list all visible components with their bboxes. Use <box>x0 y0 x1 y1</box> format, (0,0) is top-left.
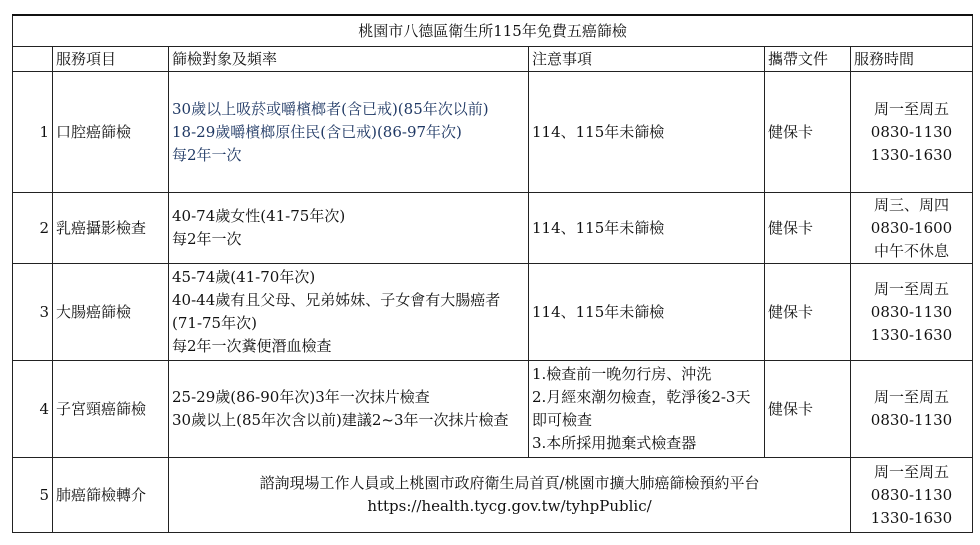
hours-line: 周一至周五 <box>874 388 950 406</box>
notes-cell <box>529 264 765 361</box>
note-line: 2.月經來潮勿檢查，乾淨後2-3天即可檢查 <box>532 388 751 429</box>
hours-cell <box>851 72 973 193</box>
table-title: 桃園市八德區衛生所115年免費五癌篩檢 <box>13 15 973 47</box>
notes-cell <box>529 193 765 264</box>
target-cell <box>169 264 529 361</box>
row-number: 2 <box>13 193 53 264</box>
target-line: 每2年一次 <box>172 230 242 248</box>
hours-line: 1330-1630 <box>870 145 953 164</box>
table-row <box>13 458 973 533</box>
target-line: 45-74歲(41-70年次) <box>172 268 316 286</box>
note-line: 114、115年未篩檢 <box>532 122 665 141</box>
hours-line: 1330-1630 <box>870 325 953 344</box>
table-row <box>13 72 973 193</box>
row-number: 1 <box>13 72 53 193</box>
row-number: 5 <box>13 458 53 533</box>
header-docs: 攜帶文件 <box>765 47 851 72</box>
target-line: 每2年一次糞便潛血檢查 <box>172 337 332 355</box>
referral-url[interactable]: https://health.tycg.gov.tw/tyhpPublic/ <box>367 497 652 515</box>
target-line: 25-29歲(86-90年次)3年一次抹片檢查 <box>172 388 430 406</box>
hours-line: 0830-1130 <box>870 122 953 141</box>
hours-cell <box>851 361 973 458</box>
hours-line: 0830-1130 <box>870 302 953 321</box>
referral-text: 諮詢現場工作人員或上桃園市政府衛生局首頁/桃園市擴大肺癌篩檢預約平台 <box>259 474 760 492</box>
hours-cell <box>851 193 973 264</box>
header-service: 服務項目 <box>53 47 169 72</box>
hours-line: 中午不休息 <box>874 241 950 260</box>
header-target: 篩檢對象及頻率 <box>169 47 529 72</box>
hours-line: 0830-1130 <box>870 485 953 504</box>
docs-cell: 健保卡 <box>765 361 851 458</box>
hours-line: 周三、周四 <box>874 195 950 214</box>
notes-cell <box>529 72 765 193</box>
header-row <box>13 47 973 72</box>
service-name: 乳癌攝影檢查 <box>53 193 169 264</box>
table-row <box>13 361 973 458</box>
hours-cell <box>851 458 973 533</box>
table-row <box>13 193 973 264</box>
table-row <box>13 264 973 361</box>
docs-cell: 健保卡 <box>765 193 851 264</box>
note-line: 114、115年未篩檢 <box>532 302 665 321</box>
target-line: 18-29歲嚼檳榔原住民(含已戒)(86-97年次) <box>172 122 462 141</box>
service-name: 子宮頸癌篩檢 <box>53 361 169 458</box>
hours-line: 周一至周五 <box>874 279 950 298</box>
docs-cell: 健保卡 <box>765 72 851 193</box>
header-notes: 注意事項 <box>529 47 765 72</box>
hours-line: 周一至周五 <box>874 99 950 118</box>
hours-line: 0830-1130 <box>870 411 953 429</box>
target-line: 40-74歲女性(41-75年次) <box>172 207 346 225</box>
target-line: 30歲以上(85年次含以前)建議2~3年一次抹片檢查 <box>172 411 509 429</box>
notes-cell <box>529 361 765 458</box>
target-cell <box>169 193 529 264</box>
docs-cell: 健保卡 <box>765 264 851 361</box>
service-name: 大腸癌篩檢 <box>53 264 169 361</box>
header-hours: 服務時間 <box>851 47 973 72</box>
row-number: 4 <box>13 361 53 458</box>
header-num <box>13 47 53 72</box>
hours-line: 1330-1630 <box>870 508 953 527</box>
service-name: 肺癌篩檢轉介 <box>53 458 169 533</box>
hours-line: 0830-1600 <box>870 218 953 237</box>
hours-cell <box>851 264 973 361</box>
screening-table <box>12 14 973 533</box>
referral-cell <box>169 458 851 533</box>
note-line: 114、115年未篩檢 <box>532 218 665 237</box>
target-cell <box>169 72 529 193</box>
target-line: 40-44歲有且父母、兄弟姊妹、子女會有大腸癌者(71-75年次) <box>172 291 501 332</box>
hours-line: 周一至周五 <box>874 462 950 481</box>
target-cell <box>169 361 529 458</box>
row-number: 3 <box>13 264 53 361</box>
note-line: 3.本所採用拋棄式檢查器 <box>532 434 697 452</box>
target-line: 每2年一次 <box>172 145 242 164</box>
service-name: 口腔癌篩檢 <box>53 72 169 193</box>
note-line: 1.檢查前一晚勿行房、沖洗 <box>532 365 712 383</box>
target-line: 30歲以上吸菸或嚼檳榔者(含已戒)(85年次以前) <box>172 99 489 118</box>
